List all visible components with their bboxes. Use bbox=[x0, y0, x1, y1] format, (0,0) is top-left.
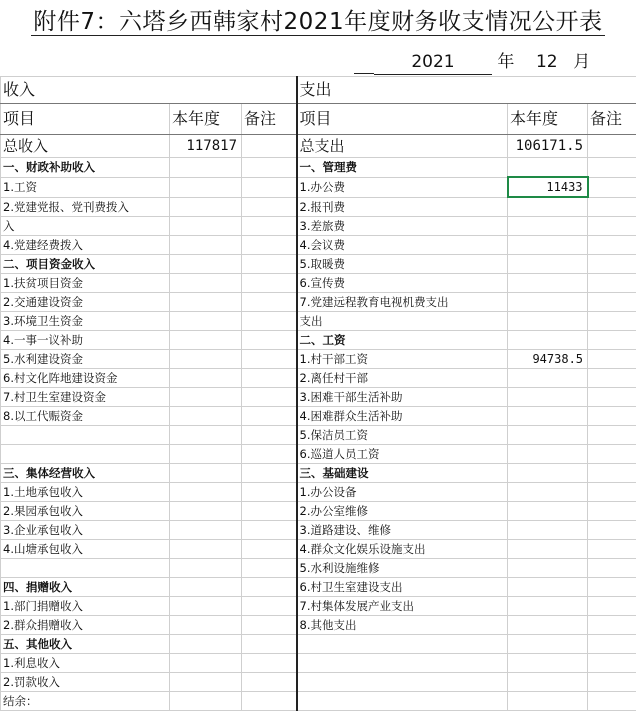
table-row bbox=[1, 692, 636, 711]
expense-remark-cell[interactable] bbox=[588, 255, 636, 274]
expense-remark-cell[interactable] bbox=[588, 654, 636, 673]
income-remark-cell[interactable] bbox=[242, 445, 297, 464]
table-row bbox=[1, 426, 636, 445]
expense-remark-cell[interactable] bbox=[588, 502, 636, 521]
expense-amount-cell[interactable] bbox=[508, 635, 588, 654]
expense-amount-cell[interactable] bbox=[508, 483, 588, 502]
income-remark-cell[interactable] bbox=[242, 464, 297, 483]
income-remark-cell[interactable] bbox=[242, 217, 297, 236]
expense-amount-cell[interactable] bbox=[508, 502, 588, 521]
table-row bbox=[1, 350, 636, 369]
table-row bbox=[1, 388, 636, 407]
expense-item-cell[interactable]: 2.报刊费 bbox=[297, 197, 508, 217]
income-amount-cell[interactable] bbox=[170, 445, 242, 464]
document-title: 附件7：六塔乡西韩家村2021年度财务收支情况公开表 bbox=[0, 2, 636, 42]
income-amount-cell[interactable] bbox=[170, 236, 242, 255]
expense-amount-cell[interactable] bbox=[508, 236, 588, 255]
expense-remark-cell[interactable] bbox=[588, 177, 636, 197]
table-row bbox=[1, 331, 636, 350]
expense-item-cell[interactable]: 一、管理费 bbox=[297, 158, 508, 178]
income-amount-cell[interactable] bbox=[170, 197, 242, 217]
income-remark-cell[interactable] bbox=[242, 293, 297, 312]
expense-item-cell[interactable]: 5.保洁员工资 bbox=[297, 426, 508, 445]
table-row bbox=[1, 217, 636, 236]
expense-amount-cell[interactable] bbox=[508, 692, 588, 711]
income-remark-cell[interactable] bbox=[242, 635, 297, 654]
expense-item-cell[interactable]: 3.困难干部生活补助 bbox=[297, 388, 508, 407]
table-row bbox=[1, 483, 636, 502]
table-row bbox=[1, 616, 636, 635]
expense-amount-cell[interactable] bbox=[508, 578, 588, 597]
table-row bbox=[1, 521, 636, 540]
expense-remark-cell[interactable] bbox=[588, 331, 636, 350]
income-amount-cell[interactable] bbox=[170, 540, 242, 559]
table-row bbox=[1, 464, 636, 483]
income-item-cell[interactable]: 3.环境卫生资金 bbox=[1, 312, 170, 331]
expense-item-cell[interactable]: 二、工资 bbox=[297, 331, 508, 350]
income-item-cell[interactable]: 二、项目资金收入 bbox=[1, 255, 170, 274]
table-row bbox=[1, 635, 636, 654]
income-item-cell[interactable] bbox=[1, 426, 170, 445]
income-item-cell[interactable]: 四、捐赠收入 bbox=[1, 578, 170, 597]
income-amount-header: 本年度 bbox=[170, 104, 242, 135]
expense-amount-cell[interactable] bbox=[508, 217, 588, 236]
expense-amount-cell[interactable] bbox=[508, 388, 588, 407]
expense-amount-cell[interactable]: 94738.5 bbox=[508, 350, 588, 369]
expense-amount-cell[interactable] bbox=[508, 673, 588, 692]
expense-item-cell[interactable]: 4.群众文化娱乐设施支出 bbox=[297, 540, 508, 559]
income-remark-cell[interactable] bbox=[242, 350, 297, 369]
expense-remark-cell[interactable] bbox=[588, 692, 636, 711]
expense-remark-cell[interactable] bbox=[588, 464, 636, 483]
income-remark-cell[interactable] bbox=[242, 692, 297, 711]
income-amount-cell[interactable] bbox=[170, 293, 242, 312]
table-row bbox=[1, 312, 636, 331]
expense-item-cell[interactable] bbox=[297, 673, 508, 692]
income-remark-cell[interactable] bbox=[242, 673, 297, 692]
expense-remark-cell[interactable] bbox=[588, 616, 636, 635]
expense-item-cell[interactable] bbox=[297, 654, 508, 673]
report-month: 12 bbox=[526, 50, 568, 74]
income-item-cell[interactable] bbox=[1, 445, 170, 464]
total-expense-value[interactable]: 106171.5 bbox=[508, 135, 588, 158]
income-remark-cell[interactable] bbox=[242, 369, 297, 388]
income-amount-cell[interactable] bbox=[170, 578, 242, 597]
income-amount-cell[interactable] bbox=[170, 312, 242, 331]
expense-item-cell[interactable]: 1.办公设备 bbox=[297, 483, 508, 502]
total-expense-remark[interactable] bbox=[588, 135, 636, 158]
income-amount-cell[interactable] bbox=[170, 426, 242, 445]
table-row bbox=[1, 274, 636, 293]
expense-amount-cell[interactable] bbox=[508, 158, 588, 178]
report-date bbox=[360, 50, 636, 74]
income-item-cell[interactable]: 结余： bbox=[1, 692, 170, 711]
income-remark-cell[interactable] bbox=[242, 540, 297, 559]
expense-item-header: 项目 bbox=[297, 104, 508, 135]
month-unit: 月 bbox=[573, 52, 590, 72]
expense-item-cell[interactable]: 7.村集体发展产业支出 bbox=[297, 597, 508, 616]
expense-amount-cell[interactable] bbox=[508, 293, 588, 312]
expense-remark-cell[interactable] bbox=[588, 217, 636, 236]
expense-amount-cell[interactable] bbox=[508, 369, 588, 388]
expense-section-header: 支出 bbox=[297, 77, 636, 104]
income-item-cell[interactable]: 五、其他收入 bbox=[1, 635, 170, 654]
income-remark-cell[interactable] bbox=[242, 578, 297, 597]
expense-item-cell[interactable]: 5.水利设施维修 bbox=[297, 559, 508, 578]
expense-remark-cell[interactable] bbox=[588, 540, 636, 559]
expense-remark-header: 备注 bbox=[588, 104, 636, 135]
expense-remark-cell[interactable] bbox=[588, 236, 636, 255]
total-income-remark[interactable] bbox=[242, 135, 297, 158]
expense-item-cell[interactable]: 3.道路建设、维修 bbox=[297, 521, 508, 540]
income-item-cell[interactable]: 1.土地承包收入 bbox=[1, 483, 170, 502]
table-row bbox=[1, 197, 636, 217]
expense-remark-cell[interactable] bbox=[588, 197, 636, 217]
income-remark-cell[interactable] bbox=[242, 521, 297, 540]
expense-amount-cell[interactable] bbox=[508, 331, 588, 350]
income-amount-cell[interactable] bbox=[170, 464, 242, 483]
income-item-cell[interactable]: 4.山塘承包收入 bbox=[1, 540, 170, 559]
income-remark-cell[interactable] bbox=[242, 559, 297, 578]
income-remark-cell[interactable] bbox=[242, 274, 297, 293]
table-row bbox=[1, 578, 636, 597]
table-row bbox=[1, 445, 636, 464]
column-header-row bbox=[1, 104, 636, 135]
total-expense-label: 总支出 bbox=[297, 135, 508, 158]
table-row bbox=[1, 177, 636, 197]
total-income-label: 总收入 bbox=[1, 135, 170, 158]
table-row bbox=[1, 597, 636, 616]
expense-amount-cell[interactable] bbox=[508, 654, 588, 673]
expense-item-cell[interactable]: 5.取暖费 bbox=[297, 255, 508, 274]
income-amount-cell[interactable] bbox=[170, 407, 242, 426]
income-item-cell[interactable]: 一、财政补助收入 bbox=[1, 158, 170, 178]
expense-remark-cell[interactable] bbox=[588, 521, 636, 540]
expense-item-cell[interactable]: 3.差旅费 bbox=[297, 217, 508, 236]
expense-item-cell[interactable]: 支出 bbox=[297, 312, 508, 331]
table-row bbox=[1, 158, 636, 178]
income-section-header: 收入 bbox=[1, 77, 297, 104]
income-amount-cell[interactable] bbox=[170, 217, 242, 236]
income-item-cell[interactable]: 1.工资 bbox=[1, 177, 170, 197]
table-row bbox=[1, 407, 636, 426]
table-row bbox=[1, 654, 636, 673]
expense-item-cell[interactable]: 7.党建远程教育电视机费支出 bbox=[297, 293, 508, 312]
expense-amount-cell[interactable] bbox=[508, 616, 588, 635]
income-remark-cell[interactable] bbox=[242, 197, 297, 217]
expense-amount-cell[interactable]: 11433 bbox=[508, 177, 588, 197]
income-item-cell[interactable]: 入 bbox=[1, 217, 170, 236]
income-amount-cell[interactable] bbox=[170, 559, 242, 578]
table-row bbox=[1, 293, 636, 312]
income-amount-cell[interactable] bbox=[170, 158, 242, 178]
expense-remark-cell[interactable] bbox=[588, 578, 636, 597]
expense-amount-cell[interactable] bbox=[508, 274, 588, 293]
section-header-row bbox=[1, 77, 636, 104]
expense-remark-cell[interactable] bbox=[588, 407, 636, 426]
income-remark-cell[interactable] bbox=[242, 483, 297, 502]
expense-item-cell[interactable] bbox=[297, 635, 508, 654]
expense-remark-cell[interactable] bbox=[588, 388, 636, 407]
expense-amount-cell[interactable] bbox=[508, 312, 588, 331]
income-item-cell[interactable]: 4.一事一议补助 bbox=[1, 331, 170, 350]
income-amount-cell[interactable] bbox=[170, 635, 242, 654]
expense-item-cell[interactable]: 4.困难群众生活补助 bbox=[297, 407, 508, 426]
income-remark-cell[interactable] bbox=[242, 616, 297, 635]
table-row bbox=[1, 540, 636, 559]
expense-amount-cell[interactable] bbox=[508, 464, 588, 483]
income-amount-cell[interactable] bbox=[170, 274, 242, 293]
expense-item-cell[interactable]: 2.离任村干部 bbox=[297, 369, 508, 388]
expense-item-cell[interactable]: 2.办公室维修 bbox=[297, 502, 508, 521]
expense-amount-cell[interactable] bbox=[508, 540, 588, 559]
expense-amount-cell[interactable] bbox=[508, 445, 588, 464]
income-item-cell[interactable]: 6.村文化阵地建设资金 bbox=[1, 369, 170, 388]
income-amount-cell[interactable] bbox=[170, 350, 242, 369]
table-row bbox=[1, 502, 636, 521]
expense-item-cell[interactable]: 三、基础建设 bbox=[297, 464, 508, 483]
expense-remark-cell[interactable] bbox=[588, 673, 636, 692]
income-item-cell[interactable]: 3.企业承包收入 bbox=[1, 521, 170, 540]
income-amount-cell[interactable] bbox=[170, 502, 242, 521]
report-year: 2021 bbox=[374, 50, 492, 75]
income-item-cell[interactable]: 2.交通建设资金 bbox=[1, 293, 170, 312]
income-remark-cell[interactable] bbox=[242, 388, 297, 407]
income-item-cell[interactable]: 2.党建党报、党刊费拨入 bbox=[1, 197, 170, 217]
income-remark-cell[interactable] bbox=[242, 502, 297, 521]
year-unit: 年 bbox=[497, 52, 514, 72]
income-item-cell[interactable] bbox=[1, 559, 170, 578]
expense-item-cell[interactable]: 8.其他支出 bbox=[297, 616, 508, 635]
expense-item-cell[interactable] bbox=[297, 692, 508, 711]
income-amount-cell[interactable] bbox=[170, 673, 242, 692]
income-item-cell[interactable]: 2.罚款收入 bbox=[1, 673, 170, 692]
expense-remark-cell[interactable] bbox=[588, 350, 636, 369]
expense-amount-cell[interactable] bbox=[508, 197, 588, 217]
expense-item-cell[interactable]: 6.巡道人员工资 bbox=[297, 445, 508, 464]
expense-amount-cell[interactable] bbox=[508, 597, 588, 616]
total-income-value[interactable]: 117817 bbox=[170, 135, 242, 158]
totals-row bbox=[1, 135, 636, 158]
expense-remark-cell[interactable] bbox=[588, 635, 636, 654]
income-remark-cell[interactable] bbox=[242, 236, 297, 255]
income-remark-cell[interactable] bbox=[242, 177, 297, 197]
income-remark-cell[interactable] bbox=[242, 426, 297, 445]
table-row bbox=[1, 255, 636, 274]
table-row bbox=[1, 673, 636, 692]
finance-table bbox=[0, 76, 636, 711]
income-item-cell[interactable]: 5.水利建设资金 bbox=[1, 350, 170, 369]
income-remark-header: 备注 bbox=[242, 104, 297, 135]
income-remark-cell[interactable] bbox=[242, 158, 297, 178]
income-remark-cell[interactable] bbox=[242, 407, 297, 426]
income-amount-cell[interactable] bbox=[170, 255, 242, 274]
income-remark-cell[interactable] bbox=[242, 312, 297, 331]
expense-item-cell[interactable]: 4.会议费 bbox=[297, 236, 508, 255]
income-remark-cell[interactable] bbox=[242, 597, 297, 616]
expense-remark-cell[interactable] bbox=[588, 274, 636, 293]
table-row bbox=[1, 559, 636, 578]
expense-remark-cell[interactable] bbox=[588, 293, 636, 312]
income-item-cell[interactable]: 4.党建经费拨入 bbox=[1, 236, 170, 255]
income-item-cell[interactable]: 2.群众捐赠收入 bbox=[1, 616, 170, 635]
table-row bbox=[1, 369, 636, 388]
income-item-cell[interactable]: 1.部门捐赠收入 bbox=[1, 597, 170, 616]
expense-amount-cell[interactable] bbox=[508, 426, 588, 445]
expense-amount-cell[interactable] bbox=[508, 407, 588, 426]
income-item-header: 项目 bbox=[1, 104, 170, 135]
expense-remark-cell[interactable] bbox=[588, 445, 636, 464]
income-amount-cell[interactable] bbox=[170, 388, 242, 407]
income-remark-cell[interactable] bbox=[242, 331, 297, 350]
income-item-cell[interactable]: 2.果园承包收入 bbox=[1, 502, 170, 521]
expense-remark-cell[interactable] bbox=[588, 369, 636, 388]
table-row bbox=[1, 236, 636, 255]
expense-item-cell[interactable]: 1.村干部工资 bbox=[297, 350, 508, 369]
income-amount-cell[interactable] bbox=[170, 521, 242, 540]
expense-remark-cell[interactable] bbox=[588, 597, 636, 616]
income-remark-cell[interactable] bbox=[242, 654, 297, 673]
income-amount-cell[interactable] bbox=[170, 177, 242, 197]
income-amount-cell[interactable] bbox=[170, 369, 242, 388]
income-remark-cell[interactable] bbox=[242, 255, 297, 274]
income-item-cell[interactable]: 1.扶贫项目资金 bbox=[1, 274, 170, 293]
income-item-cell[interactable]: 7.村卫生室建设资金 bbox=[1, 388, 170, 407]
expense-amount-header: 本年度 bbox=[508, 104, 588, 135]
income-amount-cell[interactable] bbox=[170, 483, 242, 502]
expense-item-cell[interactable]: 1.办公费 bbox=[297, 177, 508, 197]
expense-item-cell[interactable]: 6.宣传费 bbox=[297, 274, 508, 293]
expense-remark-cell[interactable] bbox=[588, 158, 636, 178]
income-amount-cell[interactable] bbox=[170, 331, 242, 350]
income-amount-cell[interactable] bbox=[170, 692, 242, 711]
income-item-cell[interactable]: 1.利息收入 bbox=[1, 654, 170, 673]
expense-amount-cell[interactable] bbox=[508, 255, 588, 274]
expense-amount-cell[interactable] bbox=[508, 559, 588, 578]
expense-remark-cell[interactable] bbox=[588, 559, 636, 578]
expense-remark-cell[interactable] bbox=[588, 483, 636, 502]
expense-remark-cell[interactable] bbox=[588, 312, 636, 331]
income-amount-cell[interactable] bbox=[170, 616, 242, 635]
expense-amount-cell[interactable] bbox=[508, 521, 588, 540]
income-amount-cell[interactable] bbox=[170, 597, 242, 616]
income-item-cell[interactable]: 三、集体经营收入 bbox=[1, 464, 170, 483]
income-item-cell[interactable]: 8.以工代赈资金 bbox=[1, 407, 170, 426]
expense-item-cell[interactable]: 6.村卫生室建设支出 bbox=[297, 578, 508, 597]
expense-remark-cell[interactable] bbox=[588, 426, 636, 445]
income-amount-cell[interactable] bbox=[170, 654, 242, 673]
